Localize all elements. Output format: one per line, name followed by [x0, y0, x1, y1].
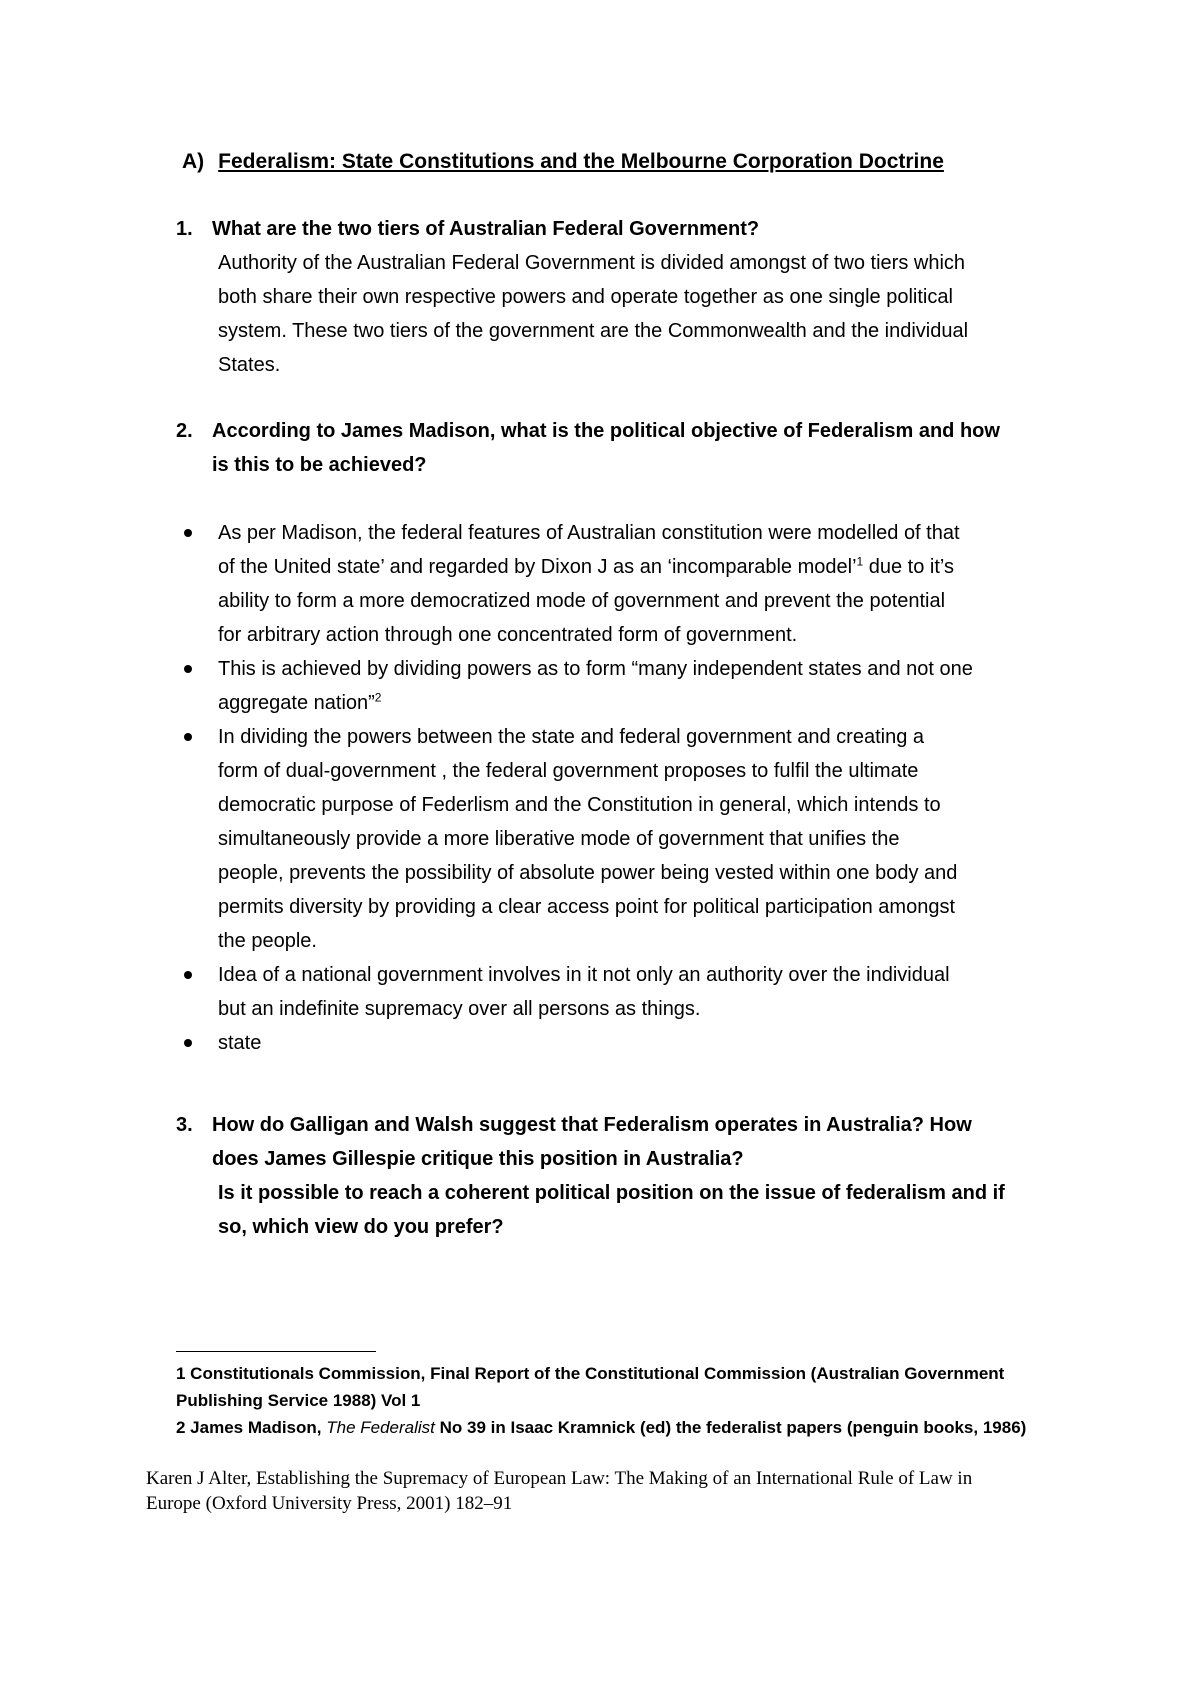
- bullet-line: democratic purpose of Federlism and the Constitution in general, which intends to: [218, 794, 941, 816]
- bullet-item: [176, 720, 1076, 958]
- answer-line: States.: [218, 354, 281, 376]
- bullet-line: form of dual-government , the federal government proposes to fulfil the ultimate: [218, 760, 919, 782]
- question-2-number: 2.: [176, 420, 193, 442]
- bullet-line: ability to form a more democratized mode of government and prevent the potential: [218, 590, 946, 612]
- bullet-line: but an indefinite supremacy over all persons as things.: [218, 998, 701, 1020]
- question-line: According to James Madison, what is the political objective of Federalism and how: [212, 420, 1000, 442]
- footnote-line: 1 Constitutionals Commission, Final Report of the Constitutional Commission (Australian Government: [176, 1364, 1005, 1383]
- bullet-icon: [184, 733, 192, 741]
- question-2-bullet-list: [176, 516, 1076, 1060]
- footnotes: [176, 1360, 1076, 1441]
- question-line: How do Galligan and Walsh suggest that Federalism operates in Australia? How: [212, 1114, 972, 1136]
- question-2-text: [212, 414, 1076, 482]
- bullet-item: [176, 516, 1076, 652]
- bullet-line: simultaneously provide a more liberative mode of government that unifies the: [218, 828, 900, 850]
- bullet-item: [176, 1026, 1076, 1060]
- question-line: is this to be achieved?: [212, 454, 427, 476]
- footnote-ref-1: 1: [856, 554, 864, 569]
- question-2: [176, 414, 1076, 482]
- footnote-2-prefix: 2 James Madison,: [176, 1418, 327, 1437]
- question-line: does James Gillespie critique this position in Australia?: [212, 1148, 744, 1170]
- footnote-divider: [176, 1351, 376, 1352]
- footnote-2: [176, 1414, 1076, 1441]
- bullet-item: [176, 652, 1076, 720]
- bullet-icon: [184, 971, 192, 979]
- bullet-line: Idea of a national government involves in it not only an authority over the individual: [218, 964, 950, 986]
- question-1-answer: [212, 246, 1076, 382]
- bullet-line: people, prevents the possibility of absolute power being vested within one body and: [218, 862, 958, 884]
- bullet-line: the people.: [218, 930, 317, 952]
- bullet-line: As per Madison, the federal features of Australian constitution were modelled of that: [218, 522, 960, 544]
- question-line: so, which view do you prefer?: [218, 1216, 504, 1238]
- bullet-line: for arbitrary action through one concentrated form of government.: [218, 624, 798, 646]
- footnote-1: [176, 1360, 1076, 1414]
- section-heading: [182, 150, 944, 174]
- answer-line: system. These two tiers of the government are the Commonwealth and the individual: [218, 320, 969, 342]
- question-3-number: 3.: [176, 1114, 193, 1136]
- question-1-text: What are the two tiers of Australian Federal Government?: [212, 218, 760, 240]
- reference-line: Karen J Alter, Establishing the Supremacy of European Law: The Making of an International Rule of Law in: [146, 1468, 973, 1489]
- reference-line: Europe (Oxford University Press, 2001) 182–91: [146, 1493, 513, 1514]
- question-1-number: 1.: [176, 218, 193, 240]
- reference-citation: [146, 1466, 1066, 1516]
- question-1: [176, 212, 1076, 382]
- bullet-line: [218, 686, 1076, 720]
- footnote-line: Publishing Service 1988) Vol 1: [176, 1391, 421, 1410]
- answer-line: both share their own respective powers and operate together as one single political: [218, 286, 953, 308]
- bullet-icon: [184, 1039, 192, 1047]
- section-title: Federalism: State Constitutions and the Melbourne Corporation Doctrine: [218, 150, 944, 173]
- section-letter: A): [182, 150, 205, 173]
- footnote-ref-2: 2: [374, 690, 382, 705]
- bullet-line-text: of the United state’ and regarded by Dixon J as an ‘incomparable model’: [218, 556, 857, 578]
- bullet-line: [218, 550, 1076, 584]
- bullet-line: permits diversity by providing a clear access point for political participation amongst: [218, 896, 956, 918]
- question-line: Is it possible to reach a coherent political position on the issue of federalism and if: [218, 1182, 1005, 1204]
- question-3: [176, 1108, 1076, 1244]
- answer-line: Authority of the Australian Federal Government is divided amongst of two tiers which: [218, 252, 966, 274]
- bullet-line: This is achieved by dividing powers as to form “many independent states and not one: [218, 658, 973, 680]
- bullet-item: [176, 958, 1076, 1026]
- bullet-line-tail: due to it’s: [863, 556, 955, 578]
- bullet-line: In dividing the powers between the state and federal government and creating a: [218, 726, 925, 748]
- question-3-followup: [218, 1176, 1076, 1244]
- footnote-2-italic: The Federalist: [326, 1418, 435, 1437]
- bullet-line: state: [218, 1032, 262, 1054]
- bullet-line-text: aggregate nation”: [218, 692, 375, 714]
- bullet-icon: [184, 665, 192, 673]
- question-3-text: [212, 1108, 1076, 1176]
- footnote-2-suffix: No 39 in Isaac Kramnick (ed) the federalist papers (penguin books, 1986): [434, 1418, 1027, 1437]
- bullet-icon: [184, 529, 192, 537]
